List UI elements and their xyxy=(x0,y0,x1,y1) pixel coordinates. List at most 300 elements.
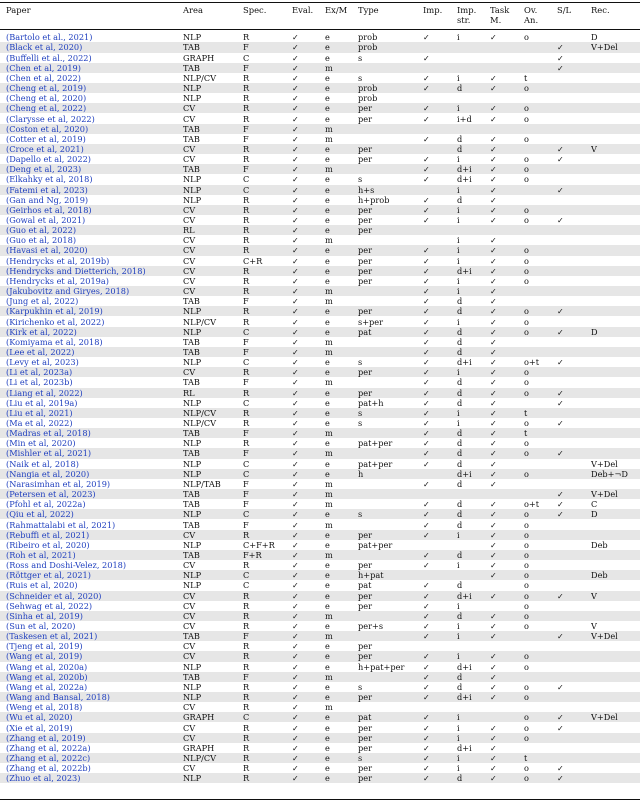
cell-area: NLP xyxy=(183,326,202,337)
cell-ov-an: o xyxy=(524,326,529,337)
cell-spec: R xyxy=(243,204,250,215)
table-row xyxy=(0,489,640,499)
cell-rec: Deb xyxy=(591,539,608,550)
cell-spec: R xyxy=(243,418,250,428)
cell-imp: ✓ xyxy=(423,732,430,743)
cell-ov-an: o xyxy=(524,418,529,428)
cell-paper[interactable]: (Mishler et al, 2021) xyxy=(6,448,92,459)
cell-paper[interactable]: (Zhuo et al, 2023) xyxy=(6,773,81,784)
cell-area: CV xyxy=(183,215,196,225)
cell-eval: ✓ xyxy=(292,773,299,784)
cell-eval: ✓ xyxy=(292,255,299,266)
cell-paper[interactable]: (Kirk et al, 2022) xyxy=(6,326,77,337)
table-row xyxy=(0,53,640,63)
table-row xyxy=(0,83,640,93)
cell-type: h+s xyxy=(358,184,375,195)
cell-imp: ✓ xyxy=(423,194,430,205)
cell-task-m: ✓ xyxy=(490,742,497,753)
cell-area: NLP xyxy=(183,184,202,195)
cell-paper[interactable]: (Wang et al, 2020b) xyxy=(6,671,88,682)
cell-paper[interactable]: (Rebuffi et al, 2021) xyxy=(6,529,90,540)
cell-sl: ✓ xyxy=(557,722,564,733)
cell-paper[interactable]: (Qiu et al, 2022) xyxy=(6,509,74,520)
cell-rec: Deb+¬D xyxy=(591,468,628,479)
cell-paper[interactable]: (Karpukhin et al, 2019) xyxy=(6,306,103,317)
table-row xyxy=(0,723,640,733)
cell-paper[interactable]: (Rahmattalabi et al, 2021) xyxy=(6,519,116,530)
cell-paper[interactable]: (Li et al, 2023a) xyxy=(6,367,73,378)
cell-imp-str: i xyxy=(457,560,460,571)
cell-paper[interactable]: (Guo et al, 2018) xyxy=(6,235,77,246)
cell-area: TAB xyxy=(183,346,200,357)
cell-imp-str: i xyxy=(457,245,460,256)
cell-eval: ✓ xyxy=(292,529,299,540)
cell-spec: C xyxy=(243,174,250,185)
cell-area: CV xyxy=(183,560,196,571)
cell-exm: m xyxy=(325,377,333,388)
cell-paper[interactable]: (Deng et al, 2023) xyxy=(6,164,82,175)
header-paper: Paper xyxy=(6,5,31,15)
cell-spec: F xyxy=(243,671,249,682)
cell-spec: R xyxy=(243,560,250,571)
cell-rec: V xyxy=(591,621,597,631)
cell-eval: ✓ xyxy=(292,580,299,591)
table-row xyxy=(0,611,640,621)
cell-paper[interactable]: (Min et al, 2020) xyxy=(6,438,76,449)
cell-type: per xyxy=(358,215,373,225)
cell-paper[interactable]: (Zhang et al, 2022c) xyxy=(6,752,91,763)
cell-paper[interactable]: (Jung et al, 2022) xyxy=(6,296,79,307)
cell-exm: e xyxy=(325,407,330,418)
table-row xyxy=(0,408,640,418)
cell-paper[interactable]: (Wang and Bansal, 2018) xyxy=(6,692,111,703)
cell-eval: ✓ xyxy=(292,742,299,753)
cell-type: s xyxy=(358,174,363,185)
cell-type: s xyxy=(358,52,363,63)
cell-paper[interactable]: (Chen et al, 2022) xyxy=(6,72,81,83)
cell-paper[interactable]: (Sinha et al, 2019) xyxy=(6,610,83,621)
cell-type: s xyxy=(358,357,363,368)
cell-ov-an: t xyxy=(524,407,528,418)
cell-area: CV xyxy=(183,590,196,601)
top-rule xyxy=(0,2,640,3)
cell-paper[interactable]: (Cheng et al, 2020) xyxy=(6,93,87,104)
cell-task-m: ✓ xyxy=(490,32,497,43)
table-row xyxy=(0,702,640,712)
cell-paper[interactable]: (Cheng et al, 2019) xyxy=(6,83,87,94)
table-row xyxy=(0,773,640,783)
cell-paper[interactable]: (Zhang et al, 2022b) xyxy=(6,763,91,774)
cell-area: TAB xyxy=(183,123,200,134)
cell-eval: ✓ xyxy=(292,215,299,225)
cell-exm: e xyxy=(325,103,330,114)
cell-rec: V xyxy=(591,143,597,154)
cell-area: NLP xyxy=(183,458,202,469)
cell-eval: ✓ xyxy=(292,225,299,236)
cell-exm: e xyxy=(325,275,330,286)
cell-rec: D xyxy=(591,326,598,337)
cell-sl: ✓ xyxy=(557,418,564,428)
cell-paper[interactable]: (Cheng et al, 2022) xyxy=(6,103,87,114)
cell-spec: R xyxy=(243,387,250,398)
cell-paper[interactable]: (Levy et al, 2023) xyxy=(6,357,79,368)
cell-sl: ✓ xyxy=(557,62,564,73)
cell-paper[interactable]: (Liang et al, 2022) xyxy=(6,387,83,398)
cell-paper[interactable]: (Zhang et al, 2019) xyxy=(6,732,86,743)
cell-task-m: ✓ xyxy=(490,692,497,703)
cell-eval: ✓ xyxy=(292,651,299,662)
cell-eval: ✓ xyxy=(292,184,299,195)
cell-spec: R xyxy=(243,225,250,236)
cell-eval: ✓ xyxy=(292,560,299,571)
table-row xyxy=(0,469,640,479)
cell-paper[interactable]: (Geirhos et al, 2018) xyxy=(6,204,92,215)
cell-area: TAB xyxy=(183,489,200,500)
cell-eval: ✓ xyxy=(292,752,299,763)
cell-spec: R xyxy=(243,93,250,104)
cell-exm: m xyxy=(325,286,333,297)
cell-paper[interactable]: (Hendrycks and Dietterich, 2018) xyxy=(6,265,146,276)
cell-area: NLP/TAB xyxy=(183,478,221,489)
cell-paper[interactable]: (Clarysse et al, 2022) xyxy=(6,113,95,124)
table-row xyxy=(0,418,640,428)
table-row xyxy=(0,377,640,387)
cell-task-m: ✓ xyxy=(490,346,497,357)
cell-paper[interactable]: (Sun et al, 2020) xyxy=(6,621,76,631)
cell-paper[interactable]: (Schneider et al, 2020) xyxy=(6,590,102,601)
cell-area: TAB xyxy=(183,428,200,439)
cell-paper[interactable]: (Liu et al, 2021) xyxy=(6,407,73,418)
cell-paper[interactable]: (Naik et al, 2018) xyxy=(6,458,79,469)
cell-paper[interactable]: (Cotter et al, 2019) xyxy=(6,133,86,144)
cell-paper[interactable]: (Gan and Ng, 2019) xyxy=(6,194,89,205)
cell-imp-str: d xyxy=(457,83,463,94)
cell-sl: ✓ xyxy=(557,509,564,520)
cell-paper[interactable]: (Roh et al, 2021) xyxy=(6,549,76,560)
table-row xyxy=(0,570,640,580)
cell-paper[interactable]: (Liu et al, 2019a) xyxy=(6,397,78,408)
cell-ov-an: o xyxy=(524,732,529,743)
cell-area: CV xyxy=(183,245,196,256)
cell-imp: ✓ xyxy=(423,52,430,63)
cell-eval: ✓ xyxy=(292,235,299,246)
cell-paper[interactable]: (Guo et al, 2022) xyxy=(6,225,77,236)
cell-imp-str: d xyxy=(457,438,463,449)
cell-type: s xyxy=(358,681,363,692)
cell-ov-an: o xyxy=(524,154,529,165)
cell-paper[interactable]: (Ma et al, 2022) xyxy=(6,418,73,428)
cell-sl: ✓ xyxy=(557,387,564,398)
cell-imp: ✓ xyxy=(423,752,430,763)
cell-eval: ✓ xyxy=(292,306,299,317)
cell-ov-an: o xyxy=(524,509,529,520)
cell-eval: ✓ xyxy=(292,621,299,631)
cell-ov-an: o xyxy=(524,83,529,94)
cell-type: per xyxy=(358,600,373,611)
cell-spec: R xyxy=(243,732,250,743)
table-row xyxy=(0,479,640,489)
cell-type: per xyxy=(358,265,373,276)
cell-imp: ✓ xyxy=(423,560,430,571)
cell-task-m: ✓ xyxy=(490,529,497,540)
cell-paper[interactable]: (Chen et al, 2019) xyxy=(6,62,81,73)
cell-paper[interactable]: (Lee et al, 2022) xyxy=(6,346,75,357)
cell-spec: F xyxy=(243,123,249,134)
cell-task-m: ✓ xyxy=(490,539,497,550)
cell-paper[interactable]: (Wu et al, 2020) xyxy=(6,712,73,723)
cell-exm: e xyxy=(325,245,330,256)
cell-paper[interactable]: (Jakubovitz and Giryes, 2018) xyxy=(6,286,130,297)
header-type: Type xyxy=(358,5,379,15)
cell-area: NLP/CV xyxy=(183,752,217,763)
cell-exm: e xyxy=(325,306,330,317)
cell-area: NLP/CV xyxy=(183,418,217,428)
cell-paper[interactable]: (Zhang et al, 2022a) xyxy=(6,742,91,753)
cell-exm: e xyxy=(325,215,330,225)
cell-area: CV xyxy=(183,610,196,621)
cell-type: pat xyxy=(358,712,372,723)
cell-ov-an: o xyxy=(524,560,529,571)
cell-imp-str: d xyxy=(457,519,463,530)
cell-task-m: ✓ xyxy=(490,621,497,631)
cell-type: per xyxy=(358,590,373,601)
cell-paper[interactable]: (Havasi et al, 2020) xyxy=(6,245,88,256)
cell-exm: m xyxy=(325,519,333,530)
cell-paper[interactable]: (Gowal et al, 2021) xyxy=(6,215,86,225)
cell-paper[interactable]: (Ross and Doshi-Velez, 2018) xyxy=(6,560,127,571)
cell-spec: R xyxy=(243,752,250,763)
cell-area: CV xyxy=(183,367,196,378)
cell-spec: F xyxy=(243,377,249,388)
cell-paper[interactable]: (Elkahky et al, 2018) xyxy=(6,174,93,185)
header-exm: Ex/M xyxy=(325,5,348,15)
cell-task-m: ✓ xyxy=(490,752,497,763)
cell-paper[interactable]: (Röttger et al, 2021) xyxy=(6,570,91,581)
cell-spec: R xyxy=(243,275,250,286)
cell-eval: ✓ xyxy=(292,357,299,368)
cell-paper[interactable]: (Petersen et al, 2023) xyxy=(6,489,96,500)
cell-task-m: ✓ xyxy=(490,326,497,337)
cell-spec: R xyxy=(243,407,250,418)
cell-ov-an: o xyxy=(524,773,529,784)
cell-task-m: ✓ xyxy=(490,651,497,662)
cell-sl: ✓ xyxy=(557,326,564,337)
cell-imp-str: d xyxy=(457,397,463,408)
cell-paper[interactable]: (Buffelli et al., 2022) xyxy=(6,52,92,63)
cell-type: pat xyxy=(358,326,372,337)
cell-paper[interactable]: (Wang et al, 2020a) xyxy=(6,661,88,672)
cell-imp-str: d xyxy=(457,133,463,144)
cell-spec: R xyxy=(243,154,250,165)
cell-spec: R xyxy=(243,773,250,784)
cell-type: per xyxy=(358,641,373,652)
cell-task-m: ✓ xyxy=(490,610,497,621)
cell-paper[interactable]: (Coston et al, 2020) xyxy=(6,123,89,134)
cell-paper[interactable]: (Bartolo et al., 2021) xyxy=(6,32,93,43)
bottom-rule xyxy=(0,799,640,800)
cell-eval: ✓ xyxy=(292,387,299,398)
cell-ov-an: o xyxy=(524,113,529,124)
cell-eval: ✓ xyxy=(292,164,299,175)
cell-paper[interactable]: (Ruis et al, 2020) xyxy=(6,580,78,591)
cell-task-m: ✓ xyxy=(490,103,497,114)
cell-imp-str: i xyxy=(457,235,460,246)
cell-imp-str: i xyxy=(457,154,460,165)
cell-imp: ✓ xyxy=(423,316,430,327)
cell-task-m: ✓ xyxy=(490,306,497,317)
cell-area: CV xyxy=(183,113,196,124)
cell-ov-an: o xyxy=(524,133,529,144)
cell-area: NLP/CV xyxy=(183,316,217,327)
cell-imp: ✓ xyxy=(423,549,430,560)
cell-area: TAB xyxy=(183,336,200,347)
cell-exm: e xyxy=(325,72,330,83)
cell-ov-an: o xyxy=(524,468,529,479)
cell-paper[interactable]: (Komiyama et al, 2018) xyxy=(6,336,103,347)
cell-eval: ✓ xyxy=(292,93,299,104)
cell-eval: ✓ xyxy=(292,286,299,297)
cell-paper[interactable]: (Wang et al, 2019) xyxy=(6,651,83,662)
cell-eval: ✓ xyxy=(292,143,299,154)
cell-sl: ✓ xyxy=(557,681,564,692)
cell-exm: m xyxy=(325,478,333,489)
header-rule xyxy=(0,29,640,30)
cell-paper[interactable]: (Black et al, 2020) xyxy=(6,42,83,53)
cell-imp: ✓ xyxy=(423,692,430,703)
table-row xyxy=(0,296,640,306)
cell-eval: ✓ xyxy=(292,478,299,489)
cell-paper[interactable]: (Wang et al, 2022a) xyxy=(6,681,88,692)
cell-task-m: ✓ xyxy=(490,631,497,642)
cell-ov-an: t xyxy=(524,428,528,439)
cell-eval: ✓ xyxy=(292,52,299,63)
cell-paper[interactable]: (Li et al, 2023b) xyxy=(6,377,73,388)
cell-ov-an: o+t xyxy=(524,499,540,510)
cell-paper[interactable]: (Weng et al, 2018) xyxy=(6,702,83,713)
cell-spec: R xyxy=(243,286,250,297)
cell-paper[interactable]: (Madras et al, 2018) xyxy=(6,428,91,439)
cell-paper[interactable]: (Narasimhan et al, 2019) xyxy=(6,478,111,489)
cell-exm: m xyxy=(325,610,333,621)
table-row xyxy=(0,235,640,245)
cell-spec: R xyxy=(243,692,250,703)
cell-task-m: ✓ xyxy=(490,407,497,418)
table-row xyxy=(0,114,640,124)
cell-imp-str: d xyxy=(457,306,463,317)
cell-paper[interactable]: (Fatemi et al, 2023) xyxy=(6,184,88,195)
table-row xyxy=(0,672,640,682)
cell-exm: e xyxy=(325,143,330,154)
cell-imp: ✓ xyxy=(423,397,430,408)
cell-imp-str: i xyxy=(457,255,460,266)
cell-task-m: ✓ xyxy=(490,397,497,408)
cell-imp-str: i xyxy=(457,215,460,225)
cell-imp-str: i xyxy=(457,316,460,327)
cell-ov-an: o xyxy=(524,215,529,225)
cell-imp-str: d xyxy=(457,194,463,205)
cell-eval: ✓ xyxy=(292,336,299,347)
cell-exm: e xyxy=(325,83,330,94)
cell-paper[interactable]: (Xie et al, 2019) xyxy=(6,722,73,733)
cell-paper[interactable]: (Sehwag et al, 2022) xyxy=(6,600,93,611)
cell-paper[interactable]: (Taskesen et al, 2021) xyxy=(6,631,98,642)
table-row xyxy=(0,73,640,83)
header-sl: S/L xyxy=(557,5,572,15)
cell-area: CV xyxy=(183,529,196,540)
cell-type: prob xyxy=(358,93,378,104)
cell-imp: ✓ xyxy=(423,296,430,307)
cell-paper[interactable]: (Hendrycks et al, 2019a) xyxy=(6,275,109,286)
cell-paper[interactable]: (Nangia et al, 2020) xyxy=(6,468,90,479)
cell-area: CV xyxy=(183,143,196,154)
cell-eval: ✓ xyxy=(292,763,299,774)
cell-exm: e xyxy=(325,722,330,733)
cell-spec: R xyxy=(243,83,250,94)
cell-spec: C+R xyxy=(243,255,263,266)
cell-ov-an: o xyxy=(524,306,529,317)
cell-paper[interactable]: (Dapello et al, 2022) xyxy=(6,154,91,165)
cell-exm: m xyxy=(325,428,333,439)
cell-paper[interactable]: (Hendrycks et al, 2019b) xyxy=(6,255,110,266)
cell-spec: R xyxy=(243,651,250,662)
header-imp: Imp. xyxy=(423,5,443,15)
cell-paper[interactable]: (Pfohl et al, 2022a) xyxy=(6,499,86,510)
table-row xyxy=(0,63,640,73)
cell-type: per xyxy=(358,245,373,256)
cell-eval: ✓ xyxy=(292,133,299,144)
header-spec: Spec. xyxy=(243,5,267,15)
cell-type: per xyxy=(358,204,373,215)
cell-exm: e xyxy=(325,732,330,743)
cell-paper[interactable]: (Ribeiro et al, 2020) xyxy=(6,539,90,550)
cell-task-m: ✓ xyxy=(490,265,497,276)
cell-imp: ✓ xyxy=(423,245,430,256)
cell-spec: F xyxy=(243,164,249,175)
cell-paper[interactable]: (Tjeng et al, 2019) xyxy=(6,641,83,652)
table-row xyxy=(0,763,640,773)
cell-type: per xyxy=(358,742,373,753)
cell-imp: ✓ xyxy=(423,742,430,753)
cell-imp-str: d xyxy=(457,296,463,307)
cell-area: NLP xyxy=(183,692,202,703)
table-row xyxy=(0,134,640,144)
cell-ov-an: o xyxy=(524,377,529,388)
cell-area: CV xyxy=(183,651,196,662)
table-row xyxy=(0,631,640,641)
table-row xyxy=(0,428,640,438)
cell-area: CV xyxy=(183,732,196,743)
cell-eval: ✓ xyxy=(292,732,299,743)
cell-task-m: ✓ xyxy=(490,275,497,286)
cell-task-m: ✓ xyxy=(490,255,497,266)
table-row xyxy=(0,185,640,195)
cell-exm: m xyxy=(325,62,333,73)
cell-paper[interactable]: (Kirichenko et al, 2022) xyxy=(6,316,105,327)
cell-ov-an: o xyxy=(524,275,529,286)
cell-eval: ✓ xyxy=(292,458,299,469)
cell-rec: Deb xyxy=(591,570,608,581)
cell-paper[interactable]: (Croce et al, 2021) xyxy=(6,143,84,154)
cell-ov-an: o xyxy=(524,32,529,43)
table-row xyxy=(0,651,640,661)
table-row xyxy=(0,621,640,631)
cell-task-m: ✓ xyxy=(490,438,497,449)
cell-exm: e xyxy=(325,194,330,205)
cell-imp-str: d xyxy=(457,478,463,489)
cell-ov-an: o xyxy=(524,387,529,398)
cell-imp-str: d xyxy=(457,448,463,459)
cell-eval: ✓ xyxy=(292,549,299,560)
